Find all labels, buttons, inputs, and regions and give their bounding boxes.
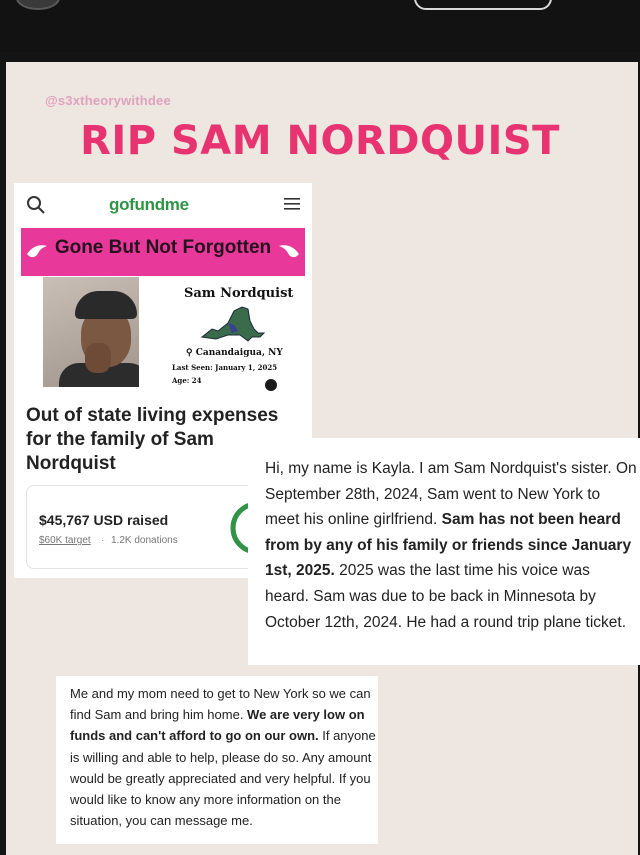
poster-last-seen: Last Seen: January 1, 2025 <box>172 363 278 372</box>
location-pin-icon: ⚲ <box>186 348 193 358</box>
post-title: RIP SAM NORDQUIST <box>80 118 560 164</box>
follow-button[interactable] <box>414 0 552 10</box>
raised-amount: $45,767 USD raised <box>39 512 169 528</box>
dove-icon <box>277 242 301 260</box>
memorial-banner <box>21 228 305 276</box>
missing-person-photo <box>43 277 139 387</box>
plea-card <box>56 676 378 844</box>
watermark: @s3xtheorywithdee <box>45 93 171 108</box>
poster-decoration <box>265 379 277 391</box>
app-top-bar <box>0 0 640 52</box>
plea-text: Me and my mom need to get to New York so we can find Sam and bring him home. We are very low on funds and can't afford to go on our own. If anyone is willing and able to help, please do so. Any amount would be greatly appreciated and very helpful. If you would like to know any more information on the situation, you can message me. <box>70 686 376 829</box>
target-link[interactable]: $60K target <box>39 535 91 546</box>
poster-name: Sam Nordquist <box>184 286 294 301</box>
story-text: Hi, my name is Kayla. I am Sam Nordquist's sister. On September 28th, 2024, Sam went to New York to meet his online girlfriend. Sam has not been heard from by any of his family or friends since January 1st, 2025. 2025 was the last time his voice was heard. Sam was due to be back in Minnesota by October 12th, 2024. He had a round trip plane ticket. <box>265 460 637 631</box>
story-card <box>248 438 640 665</box>
donation-count: 1.2K donations <box>111 535 178 546</box>
separator: · <box>101 535 105 546</box>
avatar[interactable] <box>16 0 60 10</box>
fundraiser-title[interactable]: Out of state living expenses for the family of Sam Nordquist <box>26 405 279 474</box>
poster-location: ⚲ Canandaigua, NY <box>186 348 283 358</box>
new-york-map <box>198 303 268 345</box>
gofundme-logo[interactable]: gofundme <box>109 195 189 214</box>
menu-icon[interactable] <box>284 197 300 211</box>
poster-age: Age: 24 <box>172 376 202 385</box>
banner-text: Gone But Not Forgotten <box>54 237 272 258</box>
search-icon[interactable] <box>26 195 46 215</box>
